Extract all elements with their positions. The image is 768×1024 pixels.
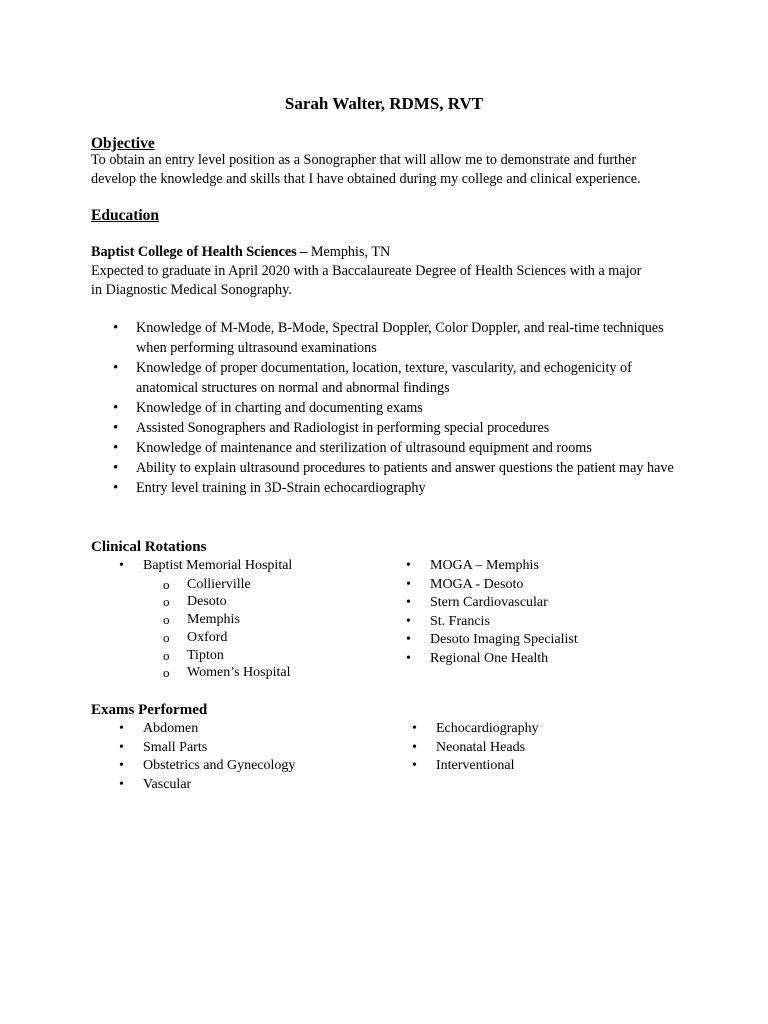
resume-name: Sarah Walter, RDMS, RVT	[284, 94, 484, 113]
skills-list-item: • Knowledge of M-Mode, B-Mode, Spectral Doppler, Color Doppler, and real-time techniques when performing ultrasound examinations	[91, 318, 681, 358]
clinical-list-item: • Regional One Health	[404, 650, 704, 669]
skills-list-item: • Knowledge of in charting and documenting exams	[91, 398, 681, 418]
clinical-list-item: • Desoto Imaging Specialist	[404, 631, 704, 650]
clinical-right-list	[404, 557, 704, 668]
skills-list-item: • Ability to explain ultrasound procedures to patients and answer questions the patient may have	[91, 458, 681, 478]
exam-list-item: • Abdomen	[117, 720, 397, 739]
skills-list-item: • Assisted Sonographers and Radiologist in performing special procedures	[91, 418, 681, 438]
exam-list-item: • Echocardiography	[410, 720, 690, 739]
clinical-list-item: • Stern Cardiovascular	[404, 594, 704, 613]
education-heading: Education	[91, 207, 160, 224]
clinical-list-item: • MOGA - Desoto	[404, 576, 704, 595]
clinical-sub-item: o Oxford	[143, 629, 377, 647]
school-name: Baptist College of Health Sciences –	[91, 244, 308, 260]
exam-list-item: • Interventional	[410, 757, 690, 776]
exam-list-item: • Small Parts	[117, 739, 397, 758]
clinical-rotations-heading: Clinical Rotations	[91, 539, 207, 555]
exams-left-list	[117, 720, 397, 794]
exam-list-item: • Obstetrics and Gynecology	[117, 757, 397, 776]
education-school-line	[91, 243, 691, 262]
exams-heading: Exams Performed	[91, 702, 208, 718]
education-line-2: in Diagnostic Medical Sonography.	[91, 282, 292, 298]
objective-text	[91, 151, 691, 189]
objective-line-2: develop the knowledge and skills that I have obtained during my college and clinical experience.	[91, 171, 641, 187]
education-line-1: Expected to graduate in April 2020 with a Baccalaureate Degree of Health Sciences with a major	[91, 263, 642, 279]
objective-heading: Objective	[91, 135, 155, 152]
clinical-list-item: • MOGA – Memphis	[404, 557, 704, 576]
clinical-sub-item: o Tipton	[143, 647, 377, 665]
clinical-sub-item: o Women’s Hospital	[143, 664, 377, 682]
skills-list-item: • Entry level training in 3D-Strain echocardiography	[91, 478, 681, 498]
skills-list-item: • Knowledge of proper documentation, location, texture, vascularity, and echogenicity of anatomical structures on normal and abnormal findings	[91, 358, 681, 398]
exams-right-list	[410, 720, 690, 776]
school-location: Memphis, TN	[307, 244, 391, 260]
clinical-sub-item: o Collierville	[143, 576, 377, 594]
objective-line-1: To obtain an entry level position as a Sonographer that will allow me to demonstrate and further	[91, 152, 637, 168]
clinical-hospital: Baptist Memorial Hospital	[143, 558, 293, 573]
clinical-left-list	[117, 557, 377, 682]
clinical-sub-item: o Memphis	[143, 611, 377, 629]
clinical-list-item	[117, 557, 377, 682]
clinical-sub-list	[143, 576, 377, 683]
skills-list-item: • Knowledge of maintenance and sterilization of ultrasound equipment and rooms	[91, 438, 681, 458]
exam-list-item: • Neonatal Heads	[410, 739, 690, 758]
education-text	[91, 243, 691, 300]
skills-list	[91, 318, 681, 498]
exam-list-item: • Vascular	[117, 776, 397, 795]
clinical-list-item: • St. Francis	[404, 613, 704, 632]
clinical-sub-item: o Desoto	[143, 593, 377, 611]
